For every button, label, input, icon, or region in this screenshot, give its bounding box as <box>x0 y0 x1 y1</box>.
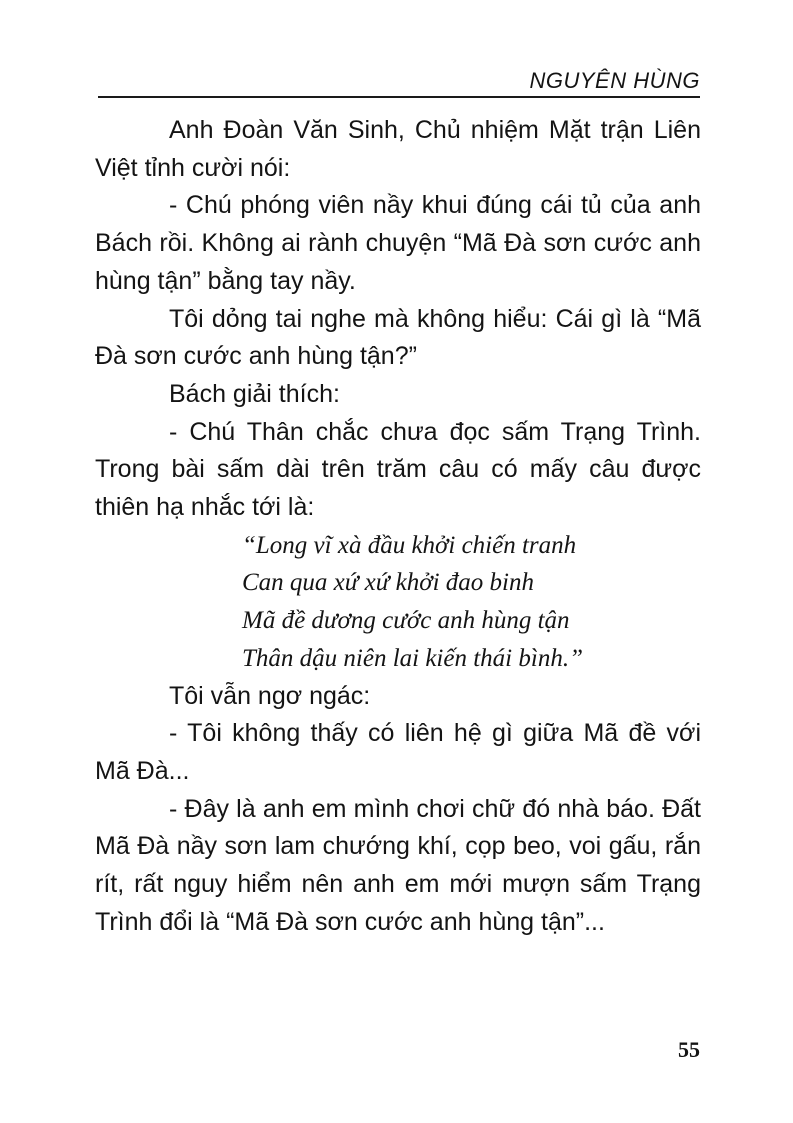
running-head: NGUYÊN HÙNG <box>529 68 700 93</box>
body-text <box>95 112 701 941</box>
paragraph: - Chú phóng viên nầy khui đúng cái tủ của anh Bách rồi. Không ai rành chuyện “Mã Đà sơn cước anh hùng tận” bằng tay nầy. <box>95 191 701 295</box>
paragraph: Bách giải thích: <box>169 379 340 408</box>
paragraph: - Tôi không thấy có liên hệ gì giữa Mã đề với Mã Đà... <box>95 719 701 785</box>
paragraph: Tôi vẫn ngơ ngác: <box>169 681 371 710</box>
page-header <box>98 62 700 98</box>
paragraph: - Đây là anh em mình chơi chữ đó nhà báo. Đất Mã Đà nầy sơn lam chướng khí, cọp beo, voi gấu, rắn rít, rất nguy hiểm nên anh em mới mượn sấm Trạng Trình đổi là “Mã Đà sơn cước anh hùng tận”... <box>95 794 701 936</box>
paragraph: Anh Đoàn Văn Sinh, Chủ nhiệm Mặt trận Liên Việt tỉnh cười nói: <box>95 116 701 182</box>
poem-line: Mã đề dương cước anh hùng tận <box>242 607 570 635</box>
page-number: 55 <box>678 1037 700 1062</box>
poem-line: “Long vĩ xà đầu khởi chiến tranh <box>242 531 577 559</box>
poem-block <box>95 527 701 678</box>
paragraph: - Chú Thân chắc chưa đọc sấm Trạng Trình. Trong bài sấm dài trên trăm câu có mấy câu được thiên hạ nhắc tới là: <box>95 417 701 522</box>
poem-line: Thân dậu niên lai kiến thái bình.” <box>242 644 583 672</box>
poem-line: Can qua xứ xứ khởi đao binh <box>242 569 534 597</box>
paragraph: Tôi dỏng tai nghe mà không hiểu: Cái gì là “Mã Đà sơn cước anh hùng tận?” <box>95 304 701 371</box>
